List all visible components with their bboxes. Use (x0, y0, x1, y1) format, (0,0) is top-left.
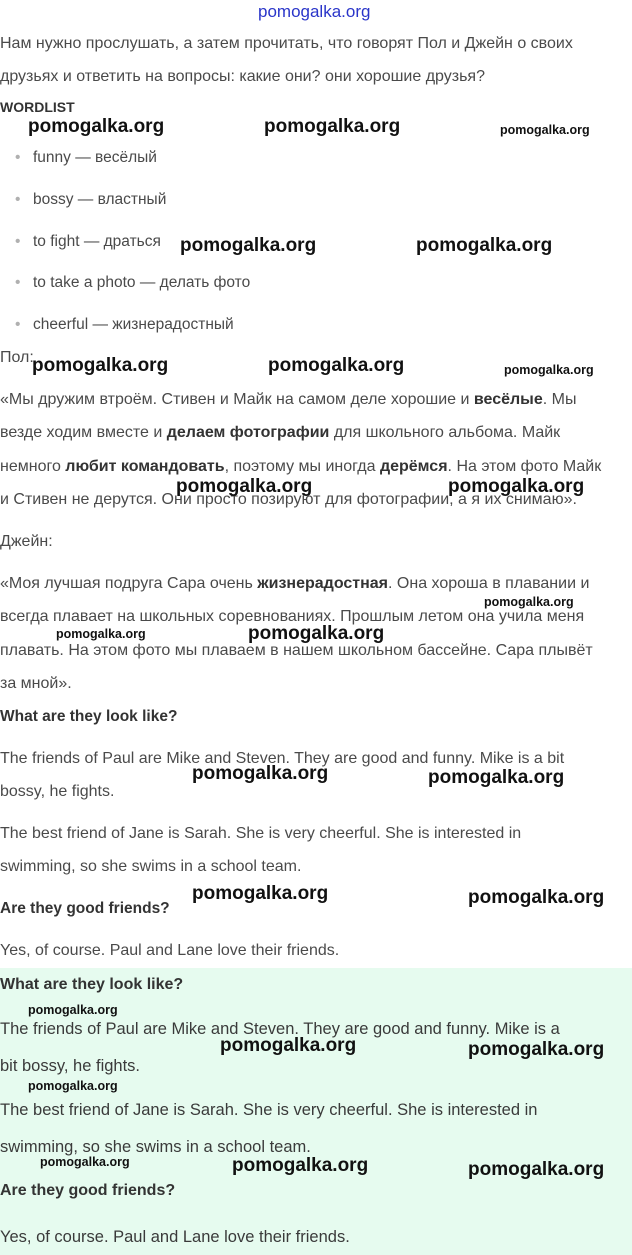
jane-text-line: плавать. На этом фото мы плаваем в нашем школьном бассейне. Сара плывёт (0, 642, 593, 659)
question-2: Are they good friends? (0, 900, 170, 917)
wordlist-title: WORDLIST (0, 99, 75, 115)
jane-text-line: всегда плавает на школьных соревнованиях. Прошлым летом она учила меня (0, 608, 585, 625)
watermark: pomogalka.org (192, 883, 329, 904)
paul-label: Пол: (0, 349, 34, 366)
watermark: pomogalka.org (268, 355, 405, 376)
jane-text-line: «Моя лучшая подруга Сара очень жизнерадостная. Она хороша в плавании и (0, 575, 590, 592)
watermark: pomogalka.org (248, 623, 385, 644)
watermark: pomogalka.org (484, 595, 574, 609)
watermark: pomogalka.org (264, 116, 401, 137)
answer-1-line: bossy, he fights. (0, 783, 115, 800)
watermark: pomogalka.org (56, 627, 146, 641)
watermark-top: pomogalka.org (258, 2, 371, 21)
watermark: pomogalka.org (428, 767, 565, 788)
watermark: pomogalka.org (28, 116, 165, 137)
intro-line-1: Нам нужно прослушать, а затем прочитать, что говорят Пол и Джейн о своих друзьях и ответить на вопросы: какие они? они хорошие друзья? (0, 35, 573, 85)
watermark: pomogalka.org (468, 887, 605, 908)
answer-2-line: swimming, so she swims in a school team. (0, 858, 302, 875)
answer-3-line: Yes, of course. Paul and Lane love their friends. (0, 942, 340, 959)
watermark: pomogalka.org (468, 1039, 605, 1060)
answer-box-line: bit bossy, he fights. (0, 1057, 141, 1075)
wordlist-item: • to fight — драться (18, 233, 161, 251)
watermark: pomogalka.org (32, 355, 169, 376)
watermark: pomogalka.org (500, 123, 590, 137)
wordlist-item: • cheerful — жизнерадостный (18, 316, 234, 334)
watermark: pomogalka.org (28, 1003, 118, 1017)
watermark: pomogalka.org (468, 1159, 605, 1180)
watermark: pomogalka.org (220, 1035, 357, 1056)
wordlist-item: • funny — весёлый (18, 149, 157, 167)
watermark: pomogalka.org (504, 363, 594, 377)
watermark: pomogalka.org (232, 1155, 369, 1176)
answer-box-question-2: Are they good friends? (0, 1182, 176, 1199)
paul-text-line: немного любит командовать, поэтому мы иногда дерёмся. На этом фото Майк (0, 458, 602, 475)
answer-box-line: The best friend of Jane is Sarah. She is very cheerful. She is interested in (0, 1101, 538, 1119)
answer-box-line: Yes, of course. Paul and Lane love their friends. (0, 1228, 350, 1246)
watermark: pomogalka.org (448, 476, 585, 497)
paul-text-line: и Стивен не дерутся. Они просто позируют для фотографии, а я их снимаю». (0, 491, 577, 508)
answer-1-line: The friends of Paul are Mike and Steven. They are good and funny. Mike is a bit (0, 750, 565, 767)
watermark: pomogalka.org (180, 235, 317, 256)
answer-box-line: swimming, so she swims in a school team. (0, 1138, 311, 1156)
answer-box-line: The friends of Paul are Mike and Steven. They are good and funny. Mike is a (0, 1020, 560, 1038)
watermark: pomogalka.org (40, 1155, 130, 1169)
watermark: pomogalka.org (416, 235, 553, 256)
watermark: pomogalka.org (192, 763, 329, 784)
watermark: pomogalka.org (28, 1079, 118, 1093)
answer-box-question-1: What are they look like? (0, 976, 184, 993)
wordlist-item: • bossy — властный (18, 191, 166, 209)
jane-label: Джейн: (0, 533, 53, 550)
wordlist-item: • to take a photo — делать фото (18, 274, 250, 292)
question-1: What are they look like? (0, 708, 178, 725)
watermark: pomogalka.org (176, 476, 313, 497)
paul-text-line: «Мы дружим втроём. Стивен и Майк на самом деле хорошие и весёлые. Мы (0, 391, 577, 408)
paul-text-line: везде ходим вместе и делаем фотографии для школьного альбома. Майк (0, 424, 561, 441)
jane-text-line: за мной». (0, 675, 72, 692)
answer-2-line: The best friend of Jane is Sarah. She is very cheerful. She is interested in (0, 825, 522, 842)
